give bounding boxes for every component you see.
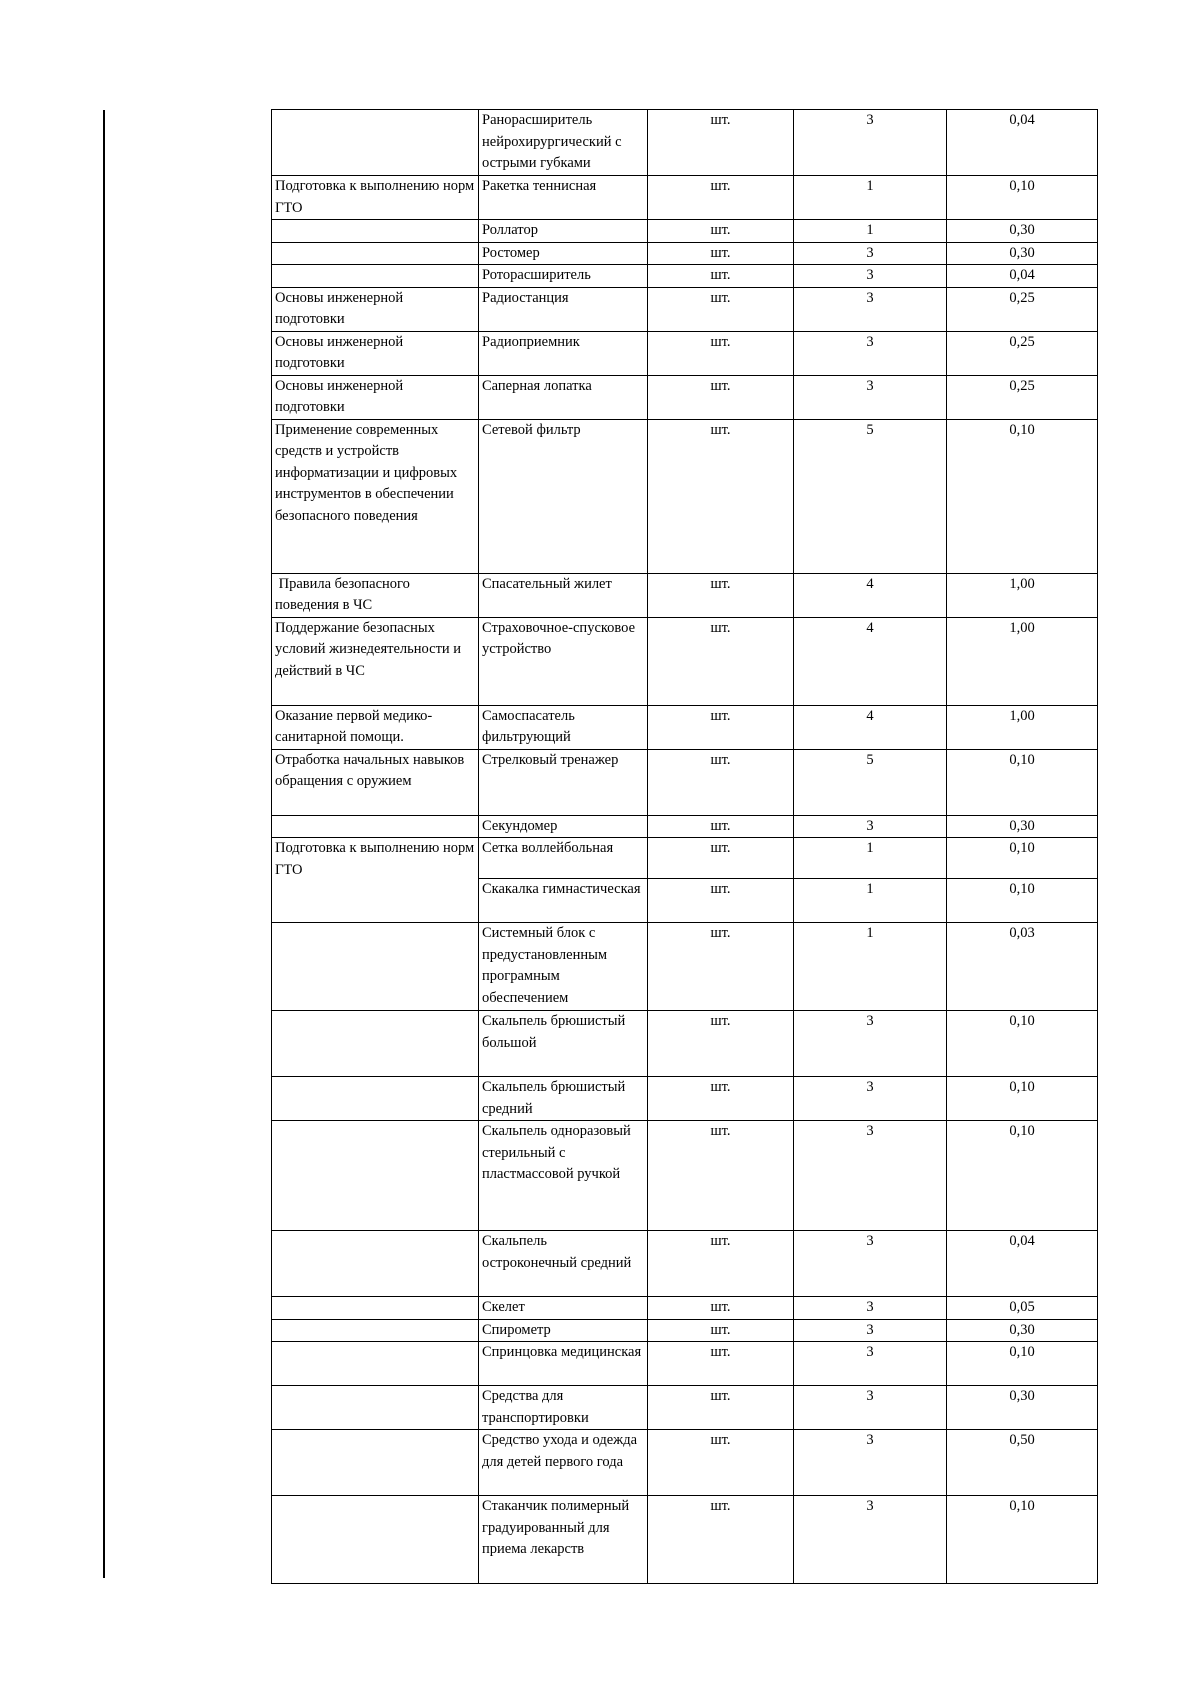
- table-row: [272, 749, 1098, 815]
- norm-cell: 0,10: [947, 879, 1098, 923]
- quantity-cell: 1: [794, 879, 947, 923]
- unit-cell: шт.: [648, 1386, 794, 1430]
- item-cell: Сетевой фильтр: [479, 419, 648, 573]
- table-row: [272, 815, 1098, 838]
- item-cell: Скакалка гимнастическая: [479, 879, 648, 923]
- item-cell: Самоспасатель фильтрующий: [479, 705, 648, 749]
- topic-cell: [272, 815, 479, 838]
- norm-cell: 0,25: [947, 331, 1098, 375]
- item-cell: Скальпель остроконечный средний: [479, 1231, 648, 1297]
- table-row: [272, 838, 1098, 879]
- table-row: [272, 617, 1098, 705]
- item-cell: Страховочное-спусковое устройство: [479, 617, 648, 705]
- table-row: [272, 1121, 1098, 1231]
- quantity-cell: 3: [794, 1430, 947, 1496]
- topic-cell: [272, 1011, 479, 1077]
- table-row: [272, 1077, 1098, 1121]
- unit-cell: шт.: [648, 1342, 794, 1386]
- quantity-cell: 1: [794, 838, 947, 879]
- table-row: [272, 265, 1098, 288]
- quantity-cell: 3: [794, 1231, 947, 1297]
- norm-cell: 0,10: [947, 1077, 1098, 1121]
- unit-cell: шт.: [648, 1430, 794, 1496]
- topic-cell: [272, 110, 479, 176]
- unit-cell: шт.: [648, 1231, 794, 1297]
- unit-cell: шт.: [648, 705, 794, 749]
- norm-cell: 0,04: [947, 265, 1098, 288]
- unit-cell: шт.: [648, 1496, 794, 1584]
- unit-cell: шт.: [648, 287, 794, 331]
- table-row: [272, 573, 1098, 617]
- table-row: [272, 923, 1098, 1011]
- quantity-cell: 3: [794, 1011, 947, 1077]
- table-row: [272, 287, 1098, 331]
- topic-cell: Подготовка к выполнению норм ГТО: [272, 838, 479, 923]
- quantity-cell: 1: [794, 220, 947, 243]
- item-cell: Радиостанция: [479, 287, 648, 331]
- quantity-cell: 4: [794, 617, 947, 705]
- quantity-cell: 1: [794, 176, 947, 220]
- unit-cell: шт.: [648, 838, 794, 879]
- item-cell: Спасательный жилет: [479, 573, 648, 617]
- unit-cell: шт.: [648, 617, 794, 705]
- topic-cell: [272, 923, 479, 1011]
- item-cell: Скальпель брюшистый большой: [479, 1011, 648, 1077]
- item-cell: Стаканчик полимерный градуированный для приема лекарств: [479, 1496, 648, 1584]
- unit-cell: шт.: [648, 1077, 794, 1121]
- quantity-cell: 3: [794, 287, 947, 331]
- unit-cell: шт.: [648, 265, 794, 288]
- norm-cell: 0,25: [947, 287, 1098, 331]
- topic-cell: [272, 1231, 479, 1297]
- item-cell: Скальпель одноразовый стерильный с пластмассовой ручкой: [479, 1121, 648, 1231]
- topic-cell: Оказание первой медико-санитарной помощи.: [272, 705, 479, 749]
- item-cell: Ракетка теннисная: [479, 176, 648, 220]
- unit-cell: шт.: [648, 331, 794, 375]
- table-row: [272, 1342, 1098, 1386]
- page-margin-line: [103, 110, 105, 1578]
- table-row: [272, 1319, 1098, 1342]
- unit-cell: шт.: [648, 1319, 794, 1342]
- topic-cell: [272, 265, 479, 288]
- quantity-cell: 4: [794, 705, 947, 749]
- quantity-cell: 3: [794, 265, 947, 288]
- norm-cell: 0,10: [947, 176, 1098, 220]
- norm-cell: 1,00: [947, 617, 1098, 705]
- norm-cell: 0,30: [947, 815, 1098, 838]
- norm-cell: 0,10: [947, 1011, 1098, 1077]
- item-cell: Секундомер: [479, 815, 648, 838]
- topic-cell: [272, 242, 479, 265]
- item-cell: Роллатор: [479, 220, 648, 243]
- item-cell: Системный блок с предустановленным програмным обеспечением: [479, 923, 648, 1011]
- topic-cell: [272, 1297, 479, 1320]
- norm-cell: 0,50: [947, 1430, 1098, 1496]
- quantity-cell: 3: [794, 1121, 947, 1231]
- norm-cell: 0,30: [947, 1386, 1098, 1430]
- norm-cell: 0,25: [947, 375, 1098, 419]
- norm-cell: 0,04: [947, 1231, 1098, 1297]
- topic-cell: [272, 1121, 479, 1231]
- norm-cell: 0,04: [947, 110, 1098, 176]
- quantity-cell: 3: [794, 1342, 947, 1386]
- topic-cell: [272, 1496, 479, 1584]
- item-cell: Роторасширитель: [479, 265, 648, 288]
- quantity-cell: 3: [794, 375, 947, 419]
- unit-cell: шт.: [648, 815, 794, 838]
- table-row: [272, 242, 1098, 265]
- item-cell: Скелет: [479, 1297, 648, 1320]
- quantity-cell: 3: [794, 331, 947, 375]
- norm-cell: 0,03: [947, 923, 1098, 1011]
- topic-cell: Основы инженерной подготовки: [272, 331, 479, 375]
- item-cell: Средства для транспортировки: [479, 1386, 648, 1430]
- norm-cell: 1,00: [947, 705, 1098, 749]
- table-row: [272, 1386, 1098, 1430]
- quantity-cell: 1: [794, 923, 947, 1011]
- norm-cell: 0,10: [947, 838, 1098, 879]
- equipment-table: [271, 109, 1098, 1584]
- quantity-cell: 3: [794, 1319, 947, 1342]
- item-cell: Ростомер: [479, 242, 648, 265]
- unit-cell: шт.: [648, 1121, 794, 1231]
- unit-cell: шт.: [648, 1297, 794, 1320]
- table-row: [272, 1011, 1098, 1077]
- topic-cell: [272, 1430, 479, 1496]
- quantity-cell: 3: [794, 110, 947, 176]
- topic-cell: Подготовка к выполнению норм ГТО: [272, 176, 479, 220]
- unit-cell: шт.: [648, 419, 794, 573]
- quantity-cell: 3: [794, 815, 947, 838]
- table-row: [272, 176, 1098, 220]
- unit-cell: шт.: [648, 1011, 794, 1077]
- norm-cell: 0,30: [947, 242, 1098, 265]
- topic-cell: [272, 1386, 479, 1430]
- table-row: [272, 419, 1098, 573]
- item-cell: Радиоприемник: [479, 331, 648, 375]
- quantity-cell: 5: [794, 749, 947, 815]
- norm-cell: 0,05: [947, 1297, 1098, 1320]
- norm-cell: 0,10: [947, 1496, 1098, 1584]
- topic-cell: Поддержание безопасных условий жизнедеятельности и действий в ЧС: [272, 617, 479, 705]
- topic-cell: Основы инженерной подготовки: [272, 287, 479, 331]
- norm-cell: 0,10: [947, 419, 1098, 573]
- norm-cell: 0,30: [947, 220, 1098, 243]
- table-row: [272, 375, 1098, 419]
- table-row: [272, 705, 1098, 749]
- item-cell: Сетка воллейбольная: [479, 838, 648, 879]
- table-row: [272, 331, 1098, 375]
- topic-cell: Применение современных средств и устройств информатизации и цифровых инструментов в обеспечении безопасного поведения: [272, 419, 479, 573]
- quantity-cell: 4: [794, 573, 947, 617]
- table-row: [272, 220, 1098, 243]
- quantity-cell: 3: [794, 1496, 947, 1584]
- topic-cell: Правила безопасного поведения в ЧС: [272, 573, 479, 617]
- table-row: [272, 1297, 1098, 1320]
- item-cell: Саперная лопатка: [479, 375, 648, 419]
- quantity-cell: 3: [794, 1077, 947, 1121]
- unit-cell: шт.: [648, 375, 794, 419]
- quantity-cell: 5: [794, 419, 947, 573]
- unit-cell: шт.: [648, 573, 794, 617]
- unit-cell: шт.: [648, 110, 794, 176]
- item-cell: Спринцовка медицинская: [479, 1342, 648, 1386]
- topic-cell: Основы инженерной подготовки: [272, 375, 479, 419]
- quantity-cell: 3: [794, 1386, 947, 1430]
- norm-cell: 0,10: [947, 749, 1098, 815]
- topic-cell: [272, 1077, 479, 1121]
- topic-cell: [272, 1319, 479, 1342]
- unit-cell: шт.: [648, 923, 794, 1011]
- table-row: [272, 1430, 1098, 1496]
- topic-cell: Отработка начальных навыков обращения с оружием: [272, 749, 479, 815]
- unit-cell: шт.: [648, 176, 794, 220]
- table-row: [272, 1496, 1098, 1584]
- quantity-cell: 3: [794, 242, 947, 265]
- norm-cell: 0,30: [947, 1319, 1098, 1342]
- topic-cell: [272, 220, 479, 243]
- item-cell: Спирометр: [479, 1319, 648, 1342]
- item-cell: Средство ухода и одежда для детей первого года: [479, 1430, 648, 1496]
- unit-cell: шт.: [648, 242, 794, 265]
- item-cell: Стрелковый тренажер: [479, 749, 648, 815]
- norm-cell: 0,10: [947, 1121, 1098, 1231]
- topic-cell: [272, 1342, 479, 1386]
- unit-cell: шт.: [648, 749, 794, 815]
- quantity-cell: 3: [794, 1297, 947, 1320]
- item-cell: Скальпель брюшистый средний: [479, 1077, 648, 1121]
- unit-cell: шт.: [648, 879, 794, 923]
- unit-cell: шт.: [648, 220, 794, 243]
- norm-cell: 0,10: [947, 1342, 1098, 1386]
- table-row: [272, 110, 1098, 176]
- norm-cell: 1,00: [947, 573, 1098, 617]
- item-cell: Ранорасширитель нейрохирургический с острыми губками: [479, 110, 648, 176]
- table-row: [272, 1231, 1098, 1297]
